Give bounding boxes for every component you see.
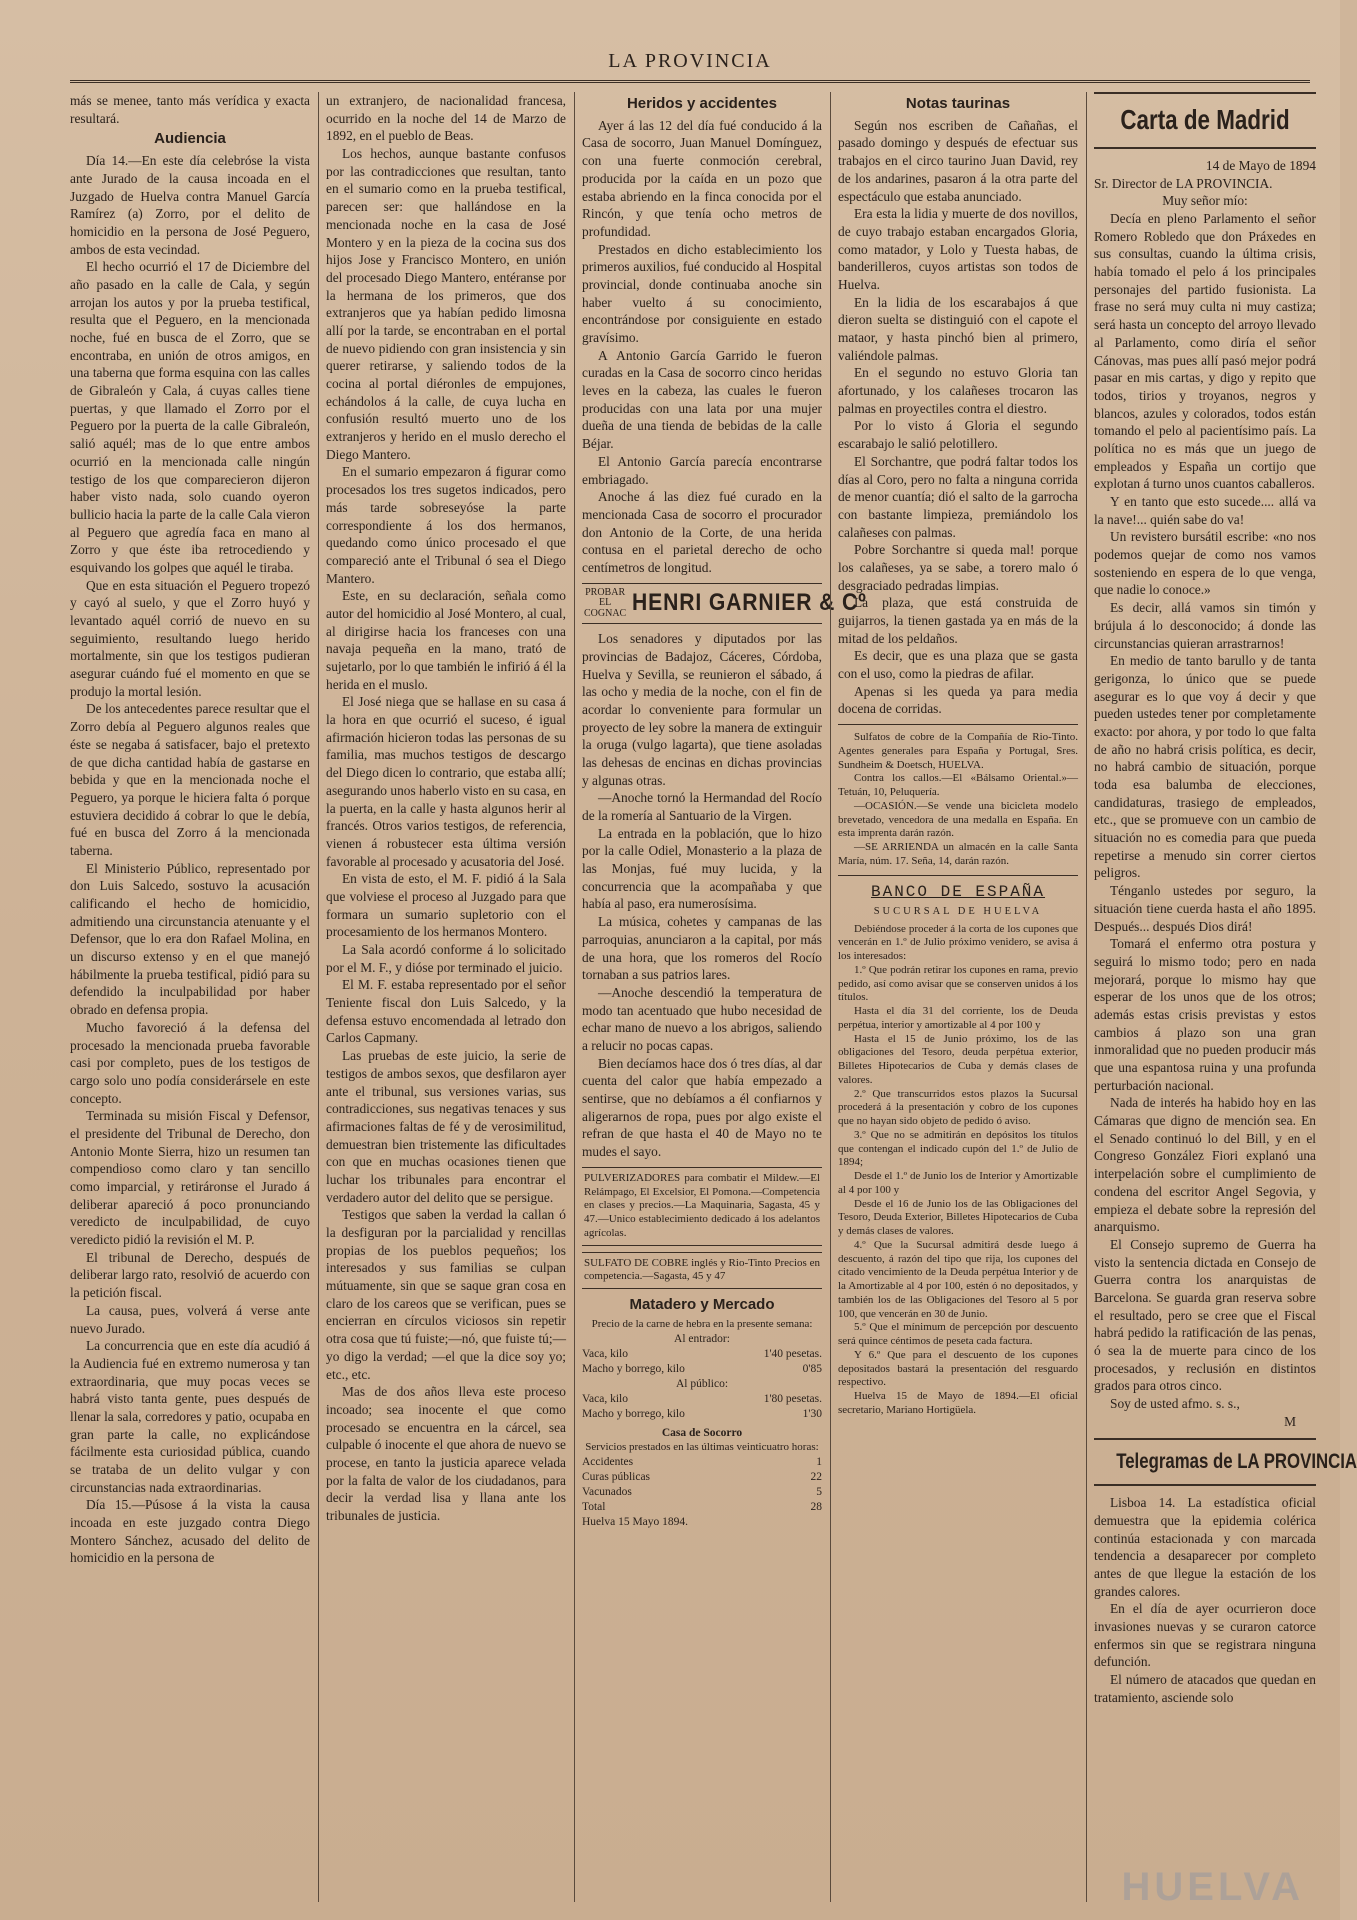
paragraph: La Sala acordó conforme á lo solicitado por el M. F., y dióse por terminado el juicio. <box>326 942 566 975</box>
row-label: Accidentes <box>582 1455 634 1468</box>
column-3 <box>582 92 867 1912</box>
paragraph: Mucho favoreció á la defensa del procesado la mencionada prueba favorable casi por completo, pues de los testigos de cargo solo uno podía considerársele en este concepto. <box>70 1019 310 1106</box>
market-rows3 <box>582 1455 822 1501</box>
row-value: 0'85 <box>802 1362 822 1375</box>
paragraph: Huelva 15 de Mayo de 1894.—El oficial secretario, Mariano Hortigüela. <box>838 1390 1078 1416</box>
paragraph: Desde el 1.º de Junio los de Interior y Amortizable al 4 por 100 y <box>838 1170 1078 1196</box>
column-2 <box>326 92 566 1912</box>
carta-dateline: 14 de Mayo de 1894 <box>1205 157 1316 173</box>
paragraph: Un revistero bursátil escribe: «no nos podemos quejar de como nos vamos sosteniendo en espera de lo que venga, que nadie lo conoce.» <box>1094 529 1316 598</box>
paragraph: Apenas si les queda ya para media docena de corridas. <box>838 683 1078 717</box>
paragraph: Los hechos, aunque bastante confusos por las contradicciones que resultan, tanto en el sumario como en la prueba testifical, parecen ser: que hallándose en la mencionada noche en la casa de José Montero y en la pieza de la cocina sus dos hijos Jose y Francisco Montero, en unión del procesado Diego Mantero, entéranse por la hermana de los primeros, que dos extranjeros que ya habían pedido limosna allí por la tarde, se encontraban en el portal de nuevo pidiendo con gran insistencia y sin querer retirarse, y saliendo todos de la cocina al portal diéronles de empujones, echándolos á la calle, de cuya lucha en confusión resultó muerto uno de los extranjeros y herido en el muslo derecho el Diego Mantero. <box>326 146 566 462</box>
carta-salute2: Muy señor mío: <box>1162 193 1248 209</box>
row-label: Vacunados <box>582 1485 632 1498</box>
divider <box>838 724 1078 725</box>
market-rows1 <box>582 1347 822 1377</box>
row-value: 5 <box>816 1485 822 1498</box>
signature: M <box>1284 1413 1296 1429</box>
table-row <box>582 1392 822 1407</box>
paragraph: En el día de ayer ocurrieron doce invasiones nuevas y se curaron catorce enfermos sin que se registrara ninguna defunción. <box>1094 1601 1316 1670</box>
paragraph: Este, en su declaración, señala como autor del homicidio al José Montero, al cual, al dirigirse hacia los franceses con una navaja pequeña en la mano, trató de sujetarlo, por lo que también le infirió á él la herida en el muslo. <box>326 588 566 692</box>
paragraph: Día 15.—Púsose á la vista la causa incoada en este juzgado contra Diego Montero Sánchez, acusado del delito de homicidio en la persona de <box>70 1497 310 1566</box>
paragraph: Por lo visto á Gloria el segundo escarabajo le salió pelotillero. <box>838 418 1078 452</box>
row-label: Vaca, kilo <box>582 1393 628 1406</box>
row-value: 22 <box>810 1470 822 1483</box>
paragraph: El Consejo supremo de Guerra ha visto la sentencia dictada en Consejo de Guerra contra los anarquistas de Barcelona. Se guarda gran reserva sobre el resultado, pero se cree que el Fiscal habrá pedido la ratificación de las penas, ó sea la de muerte para cinco de los procesados, y reclusión en distintos grados para otros cinco. <box>1094 1236 1316 1394</box>
paragraph: Que en esta situación el Peguero tropezó y cayó al suelo, y que el Zorro huyó y levantado aquél corrió de nuevo en su seguimiento, resultando luego herido mortalmente, sin que los testigos pudieran asegurar cuándo fué el momento en que se produjo la mortal lesión. <box>70 577 310 699</box>
paragraph: Las pruebas de este juicio, la serie de testigos de ambos sexos, que desfilaron ayer ante el tribunal, sus versiones varias, sus contradicciones, sus negativas tenaces y sus afirmaciones faltas de fé y de verosimilitud, demuestran bien tristemente las dificultades con que en muchas ocasiones tienen que luchar los tribunales para encontrar el verdadero autor del delito que se persigue. <box>326 1048 566 1205</box>
table-row <box>582 1347 822 1362</box>
pulverizadores-ad: PULVERIZADORES para combatir el Mildew.—El Relámpago, El Excelsior, El Pomona.—Competencia en clases y precios.—La Maquinaria, Sagasta, 45 y 47.—Unico establecimiento dedicado á los adelantos agrícolas. <box>582 1167 822 1246</box>
paragraph: Es decir, allá vamos sin timón y brújula á lo desconocido; á donde las circunstancias quieran arrastrarnos! <box>1094 600 1316 651</box>
row-value: 1'80 pesetas. <box>763 1393 822 1406</box>
paragraph: El hecho ocurrió el 17 de Diciembre del año pasado en la calle de Cala, y según arrojan los autos y por la prueba testifical, resulta que el Peguero, en la mencionada noche, fué en busca de el Zorro, que se encontraba, en unión de otros amigos, en una taberna que forma esquina con las calles de Gibraleón y Cala, á cuyas calles tiene puertas, y que llamado el Zorro por el Peguero por la puerta de la calle Gibraleón, salió aquél; mas de lo que entre ambos ocurrió en la mencionada calle ningún testigo de los que comparecieron dijeron haber visto nada, solo cuando oyeron bullicio hacia la parte de la calle Cala vieron al Peguero que agredía faca en mano al Zorro y que éste iba retrocediendo y esquivando los golpes que aquél le tiraba. <box>70 259 310 575</box>
bank-paras <box>838 923 1078 1418</box>
column-divider <box>1086 92 1087 1902</box>
paragraph: El Ministerio Público, representado por don Luis Salcedo, sostuvo la acusación calificando el hecho de homicidio, admitiendo una circunstancia atenuante y el Defensor, que lo era don Rafael Molina, en un discurso extenso y en el que manejó hábilmente la prueba testifical, pidió para su defendido la inculpabilidad por haber obrado en defensa propia. <box>70 860 310 1018</box>
paragraph: Día 14.—En este día celebróse la vista ante Jurado de la causa incoada en el Juzgado de Huelva contra Manuel García Ramírez (a) Zorro, por el delito de homicidio en la persona de José Peguero, ambos de esta vecindad. <box>70 153 310 257</box>
market-rows2 <box>582 1392 822 1422</box>
divider <box>838 875 1078 876</box>
paragraph: 4.º Que la Sucursal admitirá desde luego á descuento, á razón del tipo que rija, los cupones del citado vencimiento de la Deuda perpétua Interior y de la Amortizable al 4 por 100, estén ó no depositados, y también los de las Obligaciones del Tesoro al 5 por 100, que vencerán en 30 de Junio. <box>838 1238 1078 1320</box>
paragraph: El número de atacados que quedan en tratamiento, asciende solo <box>1094 1672 1316 1705</box>
paragraph: 3.º Que no se admitirán en depósitos los títulos que contengan el indicado cupón del 1.º de Julio de 1894; <box>838 1128 1078 1169</box>
table-row <box>582 1362 822 1377</box>
col4-heading: Notas taurinas <box>905 95 1011 112</box>
paragraph: Decía en pleno Parlamento el señor Romero Robledo que don Práxedes en sus consultas, cuando la última crisis, había tomado el pelo á los principales personajes del partido fusionista. La frase no será muy culta ni muy castiza; será hasta un concepto del arroyo llevado al Parlamento, como diría el señor Cánovas, mas pues allí pasó mejor podrá pasar en mis cartas, y digo y repito que todos, tirios y troyanos, negros y blancos, azules y colorados, todos están tomando el pelo al pacientísimo país. La política no es más que un juego de empleados y España un cortijo que explotan á turno unos cuantos caballeros. <box>1094 211 1316 492</box>
paragraph: —SE ARRIENDA un almacén en la calle Santa María, núm. 17. Seña, 14, darán razón. <box>838 841 1078 867</box>
paragraph: Tomará el enfermo otra postura y seguirá lo mismo todo; pero en nada mejorará, porque lo mismo hay que esperar de los unos que de los otros; además estas crisis previstas y estos cambios á plazo son una gran inmoralidad que no pueden producir más que una espantosa ruina y una profunda perturbación nacional. <box>1094 936 1316 1093</box>
paragraph: Y 6.º Que para el descuento de los cupones depositados bastará la presentación del resguardo respectivo. <box>838 1348 1078 1389</box>
paragraph: Sulfatos de cobre de la Compañía de Rio-Tinto. Agentes generales para España y Portugal, Sres. Sundheim & Doetsch, HUELVA. <box>838 731 1078 771</box>
column-divider <box>318 92 319 1902</box>
paragraph: La causa, pues, volverá á verse ante nuevo Jurado. <box>70 1302 310 1336</box>
paragraph: El Sorchantre, que podrá faltar todos los días al Coro, pero no falta a ninguna corrida de menor cuantía; dió el salto de la garrocha con bastante limpieza, premiándolo los calañeses con palmas. <box>838 453 1078 540</box>
paragraph: Hasta el día 31 del corriente, los de Deuda perpétua, interior y amortizable al 4 por 100 y <box>838 1005 1078 1031</box>
paragraph: La música, cohetes y campanas de las parroquias, anunciaron a la capital, por más de una hora, que los romeros del Rocío tornaban a sus patrios lares. <box>582 914 822 983</box>
paragraph: El M. F. estaba representado por el señor Teniente fiscal don Luis Salcedo, y la defensa estuvo encomendada al letrado don Carlos Capmany. <box>326 977 566 1046</box>
paragraph: 1.º Que podrán retirar los cupones en rama, previo pedido, así como avisar que se conserven unidos á los títulos. <box>838 963 1078 1004</box>
col4-ads <box>838 731 1078 869</box>
paragraph: La entrada en la población, que lo hizo por la calle Odiel, Monasterio a la plaza de las Monjas, fué muy lucida, y la concurrencia que la acompañaba y que había al paso, era numerosísima. <box>582 825 822 912</box>
paragraph: Soy de usted afmo. s. s., <box>1110 1396 1240 1412</box>
bank-sub: SUCURSAL DE HUELVA <box>873 905 1043 917</box>
telegramas-title-box <box>1094 1438 1357 1486</box>
carta-title-box <box>1094 92 1316 149</box>
col1-lead: más se menee, tanto más verídica y exacta resultará. <box>70 93 310 126</box>
paragraph: Ayer á las 12 del día fué conducido á la Casa de socorro, Juan Manuel Domínguez, con una fuerte conmoción cerebral, producida por la caída en un pozo que estaba abriendo en la finca conocida por el Rincón, y que tenía ocho metros de profundidad. <box>582 117 822 239</box>
socorro-intro: Servicios prestados en las últimas veinticuatro horas: <box>585 1440 819 1453</box>
socorro-title: Casa de Socorro <box>661 1426 743 1439</box>
paragraph: Nada de interés ha habido hoy en las Cámaras que digno de mención sea. En el Senado continuó lo del Bill, y en el Congreso González Fiori explanó una interpelación sobre el cumplimiento de condena del escritor Angel Segovia, y empieza el debate sobre la represión del anarquismo. <box>1094 1095 1316 1235</box>
market-title: Matadero y Mercado <box>629 1296 775 1314</box>
paragraph: —Anoche descendió la temperatura de modo tan acentuado que hubo necesidad de echar mano de nuevo a los abrigos, saliendo a relucir no pocas capas. <box>582 984 822 1053</box>
row-value: 1 <box>816 1455 822 1468</box>
paragraph: 2.º Que transcurridos estos plazos la Sucursal procederá á la presentación y cobro de los cupones que no hayan sido objeto de pedido ó aviso. <box>838 1087 1078 1128</box>
paragraph: A Antonio García Garrido le fueron curadas en la Casa de socorro cinco heridas leves en la cabeza, las cuales le fueron producidas con una lata por una mujer dueña de una tienda de bebidas de la calle Béjar. <box>582 347 822 452</box>
row-label: Vaca, kilo <box>582 1347 628 1360</box>
paragraph: Desde el 16 de Junio los de las Obligaciones del Tesoro, Deuda Exterior, Billetes Hipotecarios de Cuba y demás clases de valores. <box>838 1197 1078 1238</box>
paragraph: Los senadores y diputados por las provincias de Badajoz, Cáceres, Córdoba, Huelva y Sevilla, se reunieron el sábado, á las ocho y media de la noche, con el fin de acordar lo conveniente para formular un proyecto de ley sobre la manera de extinguir la oruga (vulgo lagarta), que tiene asoladas las dehesas de encinas en dichas provincias y algunas otras. <box>582 631 822 788</box>
table-row <box>582 1470 822 1485</box>
paragraph: Debiéndose proceder á la corta de los cupones que vencerán en 1.º de Julio próximo venidero, se avisa á los interesados: <box>838 922 1078 963</box>
paragraph: Anoche á las diez fué curado en la mencionada Casa de socorro el procurador don Antonio de la Corte, de una herida contusa en el parietal derecho de ocho centímetros de longitud. <box>582 489 822 575</box>
col5-paras <box>1094 210 1316 1413</box>
paragraph: El tribunal de Derecho, después de deliberar largo rato, resolvió de acuerdo con la petición fiscal. <box>70 1249 310 1301</box>
col2-lead: un extranjero, de nacionalidad francesa, ocurrido en la noche del 14 de Marzo de 1892, en el pueblo de Beas. <box>326 93 566 144</box>
bank-title: BANCO DE ESPAÑA <box>870 882 1046 901</box>
paragraph: 5.º Que el mínimum de percepción por descuento será quince céntimos de peseta cada factura. <box>838 1321 1078 1348</box>
paragraph: El José niega que se hallase en su casa á la hora en que ocurrió el suceso, é igual afirmación hicieron todas las personas de su familia, mas muchos testigos de descargo del Diego dicen lo contrario, que estaba allí; asegurando unos haberlo visto en su casa, en la puerta, en la calle y hasta algunos herir al francés. Otros varios testigos, de referencia, vienen á robustecer esta última versión favorable al procesado y acusatoria del José. <box>326 694 566 869</box>
row-label: Macho y borrego, kilo <box>582 1362 685 1375</box>
paragraph: Bien decíamos hace dos ó tres días, al dar cuenta del calor que había empezado a sentirse, que no debíamos a él confiarnos y aligerarnos de ropa, pues por algo existe el refran de que hasta el 40 de Mayo no te mudes el sayo. <box>582 1055 822 1160</box>
col2-paras <box>326 145 566 1525</box>
paragraph: En la lidia de los escarabajos á que dieron suelta se distinguió con el capote el mataor, y hasta pinchó bien al primero, valiéndole palmas. <box>838 294 1078 363</box>
row-value: 1'30 <box>802 1408 822 1421</box>
paragraph: En vista de esto, el M. F. pidió á la Sala que volviese el proceso al Juzgado para que formara un sumario supletorio con el procesamiento de los hermanos Montero. <box>326 871 566 940</box>
paragraph: Terminada su misión Fiscal y Defensor, el presidente del Tribunal de Derecho, don Antonio Monte Sierra, hizo un resumen tan compendioso como claro y tan sencillo como imparcial, y retiráronse el Jurado á deliberar apareció á poco pronunciando veredicto de inculpabilidad, de cuyo veredicto pidió la revisión el M. P. <box>70 1108 310 1248</box>
row-label: Curas públicas <box>582 1470 651 1483</box>
paragraph: —Anoche tornó la Hermandad del Rocío de la romería al Santuario de la Virgen. <box>582 790 822 824</box>
paragraph: Testigos que saben la verdad la callan ó la desfiguran por la parcialidad y rencillas propias de los pueblos pequeños; los interesados y sus familias se culpan mútuamente, sin que se saque gran cosa en claro de los careos que se verifican, pues se encierran en círculos viciosos sin repetir otra cosa que tú fuiste;—nó, que fuiste tú;—yo digo la verdad; —el que la dice soy yo; etc., etc. <box>326 1207 566 1382</box>
paragraph: Ténganlo ustedes por seguro, la situación tiene cuerda hasta el año 1895. Después... después Dios dirá! <box>1094 883 1316 934</box>
carta-salute: Sr. Director de LA PROVINCIA. <box>1094 175 1273 191</box>
row-label: Macho y borrego, kilo <box>582 1408 685 1421</box>
paragraph: Lisboa 14. La estadística oficial demuestra que la epidemia colérica continúa estacionada y con marcada tendencia a desaparecer por completo antes de que llegue la estación de los grandes calores. <box>1094 1495 1316 1599</box>
paragraph: Era esta la lidia y muerte de dos novillos, de cuyo trabajo estaban encargados Gloria, como matador, y Lolo y Tuesta habas, de banderilleros, cuyos artistas son todos de Huelva. <box>838 206 1078 292</box>
row-value: 1'40 pesetas. <box>763 1347 822 1360</box>
col4-paras <box>838 117 1078 718</box>
archive-watermark: HUELVA <box>1121 1865 1304 1909</box>
carta-heading: Carta de Madrid <box>1120 104 1290 135</box>
market-table <box>582 1318 822 1531</box>
masthead-rule <box>70 80 1310 83</box>
column-divider <box>574 92 575 1902</box>
telegramas-heading: Telegramas de LA PROVINCIA <box>1116 1450 1357 1474</box>
table-row <box>582 1407 822 1422</box>
market-sub2: Al público: <box>675 1378 729 1391</box>
col3-heading: Heridos y accidentes <box>626 95 778 112</box>
paragraph: —OCASIÓN.—Se vende una bicicleta modelo brevetado, vencedora de una medalla en España. En esta imprenta darán razón. <box>838 799 1078 840</box>
table-row <box>582 1455 822 1470</box>
socorro-total: Total 28 <box>582 1501 822 1514</box>
market-sub1: Al entrador: <box>674 1332 730 1345</box>
column-4 <box>838 92 1078 1912</box>
cognac-ad <box>582 583 867 625</box>
paragraph: El Antonio García parecía encontrarse embriagado. <box>582 453 822 487</box>
paragraph: Mas de dos años lleva este proceso incoado; sea inocente el que como procesado se encuentra en la cárcel, sea culpable ó inocente el que ahora de nuevo se procese, en tanto la justicia aparece velada por la falta de valor de los ciudadanos, para decir la verdad lisa y llana ante los tribunales de justicia. <box>326 1384 566 1523</box>
cognac-ad-small: PROBAR EL COGNAC <box>584 586 627 619</box>
table-row <box>582 1485 822 1500</box>
column-1 <box>70 92 310 1912</box>
column-divider <box>830 92 831 1902</box>
paragraph: Según nos escriben de Cañañas, el pasado domingo y después de efectuar sus trabajos en el circo taurino Juan David, rey de los andarines, pasaron á la otra parte del espectáculo que estaba anunciado. <box>838 117 1078 204</box>
paragraph: Contra los callos.—El «Bálsamo Oriental.»—Tetuán, 10, Peluquería. <box>838 772 1078 799</box>
paragraph: Hasta el 15 de Junio próximo, los de las obligaciones del Tesoro, deuda perpétua exterior, Billetes Hipotecarios de Cuba y demás clases de valores. <box>838 1032 1078 1086</box>
paragraph: La plaza, que está construida de guijarros, la tienen gastada ya en más de la mitad de los peldaños. <box>838 595 1078 646</box>
col1-paras <box>70 152 310 1567</box>
column-5 <box>1094 92 1357 1912</box>
col1-heading: Audiencia <box>154 130 226 148</box>
col5-paras2 <box>1094 1494 1316 1706</box>
paragraph: De los antecedentes parece resultar que el Zorro debía al Peguero algunos reales que éste se negaba á satisfacer, bajo el pretexto de que dicha cantidad había de gastarse en bebida y que en la mencionada noche el Peguero, ya porque le hiciera falta ó porque estuviera decidido á cobrar lo que le debía, fué en busca del Zorro á la mencionada taberna. <box>70 701 310 858</box>
paragraph: En el segundo no estuvo Gloria tan afortunado, y los calañeses trocaron las palmas en proyectiles contra el diestro. <box>838 365 1078 416</box>
sulfato-ad: SULFATO DE COBRE inglés y Rio-Tinto Precios en competencia.—Sagasta, 45 y 47 <box>582 1252 822 1290</box>
paragraph: Es decir, que es una plaza que se gasta con el uso, como la piedras de afilar. <box>838 648 1078 682</box>
market-date: Huelva 15 Mayo 1894. <box>582 1516 689 1529</box>
paragraph: En medio de tanto barullo y de tanta gerigonza, lo único que se puede asegurar es lo que voy á decir y que pueden ustedes tener por completamente exacto: por ahora, y por todo lo que falta de año no habrá crisis política, es decir, no habrá cambio de situación, porque toda esa balumba de elecciones, candidaturas, trasiego de empleados, etc., que se promueve con un cambio de situación no es comedia para que pueda repetirse a menudo sin correr ciertos peligros. <box>1094 653 1316 881</box>
paragraph: Prestados en dicho establecimiento los primeros auxilios, fué conducido al Hospital provincial, donde continuaba anoche sin haber vuelto á su conocimiento, encontrándose por consiguiente en estado gravísimo. <box>582 241 822 346</box>
paragraph: Pobre Sorchantre si queda mal! porque los calañeses, ya se sabe, a torero malo ó desgraciado pedradas limpias. <box>838 542 1078 593</box>
masthead: LA PROVINCIA <box>608 50 772 72</box>
paragraph: La concurrencia que en este día acudió á la Audiencia fué en extremo numerosa y tan extraordinaria, que muy pocas veces se habrá visto tanta gente, pues después de llenar la sala, corredores y patio, ocupaba en gran parte la calle, no explicándose fácilmente esta curiosidad pública, cuando se trataba de un delito vulgar y con circunstancias nada extraordinarias. <box>70 1338 310 1495</box>
paragraph: En el sumario empezaron á figurar como procesados los tres sugetos indicados, pero más tarde sobreseyóse la parte correspondiente á los dos hermanos, quedando como único procesado el que compareció ante el Tribunal ó sea el Diego Mantero. <box>326 464 566 586</box>
paragraph: Y en tanto que esto sucede.... allá va la nave!... quién sabe do va! <box>1094 494 1316 527</box>
col3-paras <box>582 117 822 577</box>
cognac-ad-brand: HENRI GARNIER & Cº <box>632 589 867 617</box>
col3-paras2 <box>582 630 822 1161</box>
market-intro: Precio de la carne de hebra en la presente semana: <box>591 1317 813 1330</box>
